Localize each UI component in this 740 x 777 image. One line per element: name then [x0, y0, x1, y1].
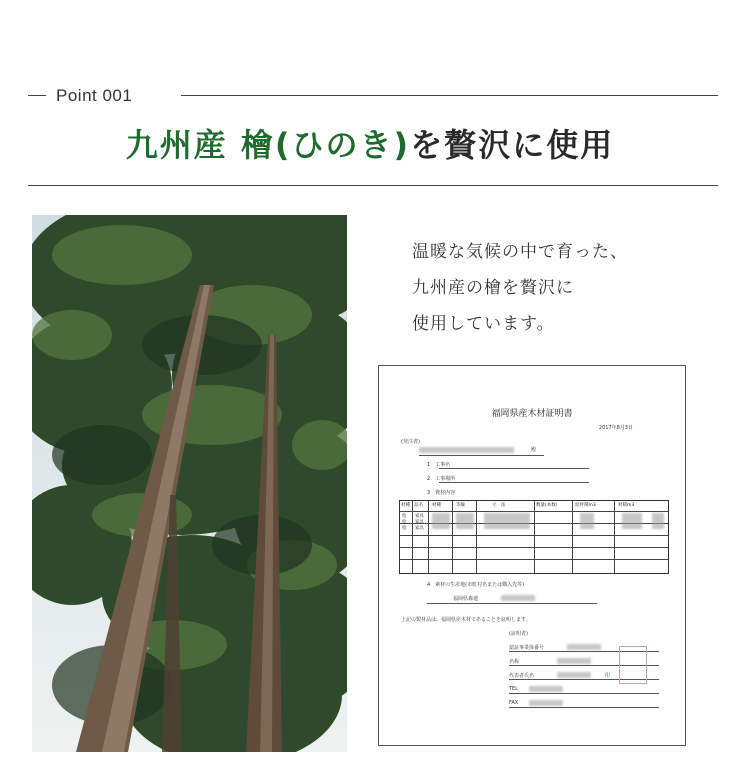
seal-mark: 印	[605, 673, 611, 679]
redacted-cell	[580, 513, 594, 529]
item-construction-site: 2 工事場所	[427, 476, 456, 482]
table-divider	[428, 501, 429, 573]
item-line	[439, 482, 589, 483]
cypress-forest-photo	[32, 215, 347, 752]
redacted-cell	[622, 513, 642, 529]
certificate-title: 福岡県産木材証明書	[491, 409, 573, 419]
table-header: 等級	[456, 503, 465, 508]
field-tel: TEL	[509, 686, 518, 692]
fax-redacted	[529, 700, 563, 706]
field-representative: 代表者氏名	[509, 673, 535, 679]
table-divider	[476, 501, 477, 573]
table-divider	[534, 501, 535, 573]
item-line	[439, 468, 589, 469]
item-origin: 4 素材の生産地(市町村名または購入先等)	[427, 582, 525, 588]
table-divider	[412, 501, 413, 573]
company-seal-stamp	[619, 646, 647, 684]
recipient-redacted	[419, 447, 514, 453]
point-rule	[181, 95, 718, 96]
table-header: 数量(本数)	[536, 503, 558, 508]
table-cell: 家具	[415, 514, 424, 519]
table-header: 原材積m3	[575, 503, 596, 508]
redacted-cell	[484, 513, 530, 529]
origin-line	[427, 603, 597, 604]
field-line	[509, 707, 659, 708]
field-line	[509, 693, 659, 694]
wood-certificate	[378, 365, 686, 746]
description	[412, 234, 722, 342]
description-line: 九州産の檜を贅沢に	[412, 278, 574, 298]
table-header: 材種	[401, 503, 410, 508]
field-fax: FAX	[509, 700, 519, 706]
headline	[0, 120, 740, 166]
certificate-date: 2017年8月3日	[598, 425, 633, 431]
origin-value: 福岡県森連	[453, 596, 479, 602]
description-line: 温暖な気候の中で育った、	[412, 242, 628, 262]
item-construction-name: 1 工事名	[427, 462, 451, 468]
representative-redacted	[557, 672, 591, 678]
table-cell: 桧	[402, 514, 407, 519]
headline-rule	[28, 185, 718, 186]
item-material: 3 資材内容	[427, 490, 456, 496]
tel-redacted	[529, 686, 563, 692]
redacted-cell	[432, 513, 450, 529]
table-header: 寸 法	[492, 503, 506, 508]
point-label: Point 001	[56, 86, 133, 105]
table-cell: 桧	[402, 520, 407, 525]
table-divider	[614, 501, 615, 573]
redacted-cell	[456, 513, 474, 529]
material-table	[399, 500, 669, 574]
table-header: 品名	[414, 503, 423, 508]
table-cell: 家具	[415, 526, 424, 531]
recipient-label: (発注者)	[401, 439, 420, 445]
field-name: 名称	[509, 659, 520, 665]
certificate-statement: 上記の製材品は、福岡県産木材であることを証明します。	[401, 617, 531, 623]
table-cell: 家具	[415, 520, 424, 525]
registration-redacted	[567, 644, 601, 650]
field-registration: 認証事業体番号	[509, 645, 545, 651]
name-redacted	[557, 658, 591, 664]
table-cell: 桧	[402, 526, 407, 531]
point-dash	[28, 95, 46, 96]
headline-dark: を贅沢に使用	[410, 126, 615, 164]
point-row	[28, 86, 718, 106]
certifier-label: (証明者)	[509, 631, 528, 637]
table-header: 材種	[432, 503, 441, 508]
table-header: 材積m3	[618, 503, 635, 508]
origin-redacted	[501, 595, 535, 601]
headline-green: 九州産 檜(ひのき)	[125, 126, 411, 164]
recipient-line	[419, 455, 544, 456]
table-divider	[452, 501, 453, 573]
table-divider	[572, 501, 573, 573]
redacted-cell	[652, 513, 664, 529]
description-line: 使用しています。	[412, 314, 555, 334]
recipient-suffix: 殿	[531, 447, 537, 453]
